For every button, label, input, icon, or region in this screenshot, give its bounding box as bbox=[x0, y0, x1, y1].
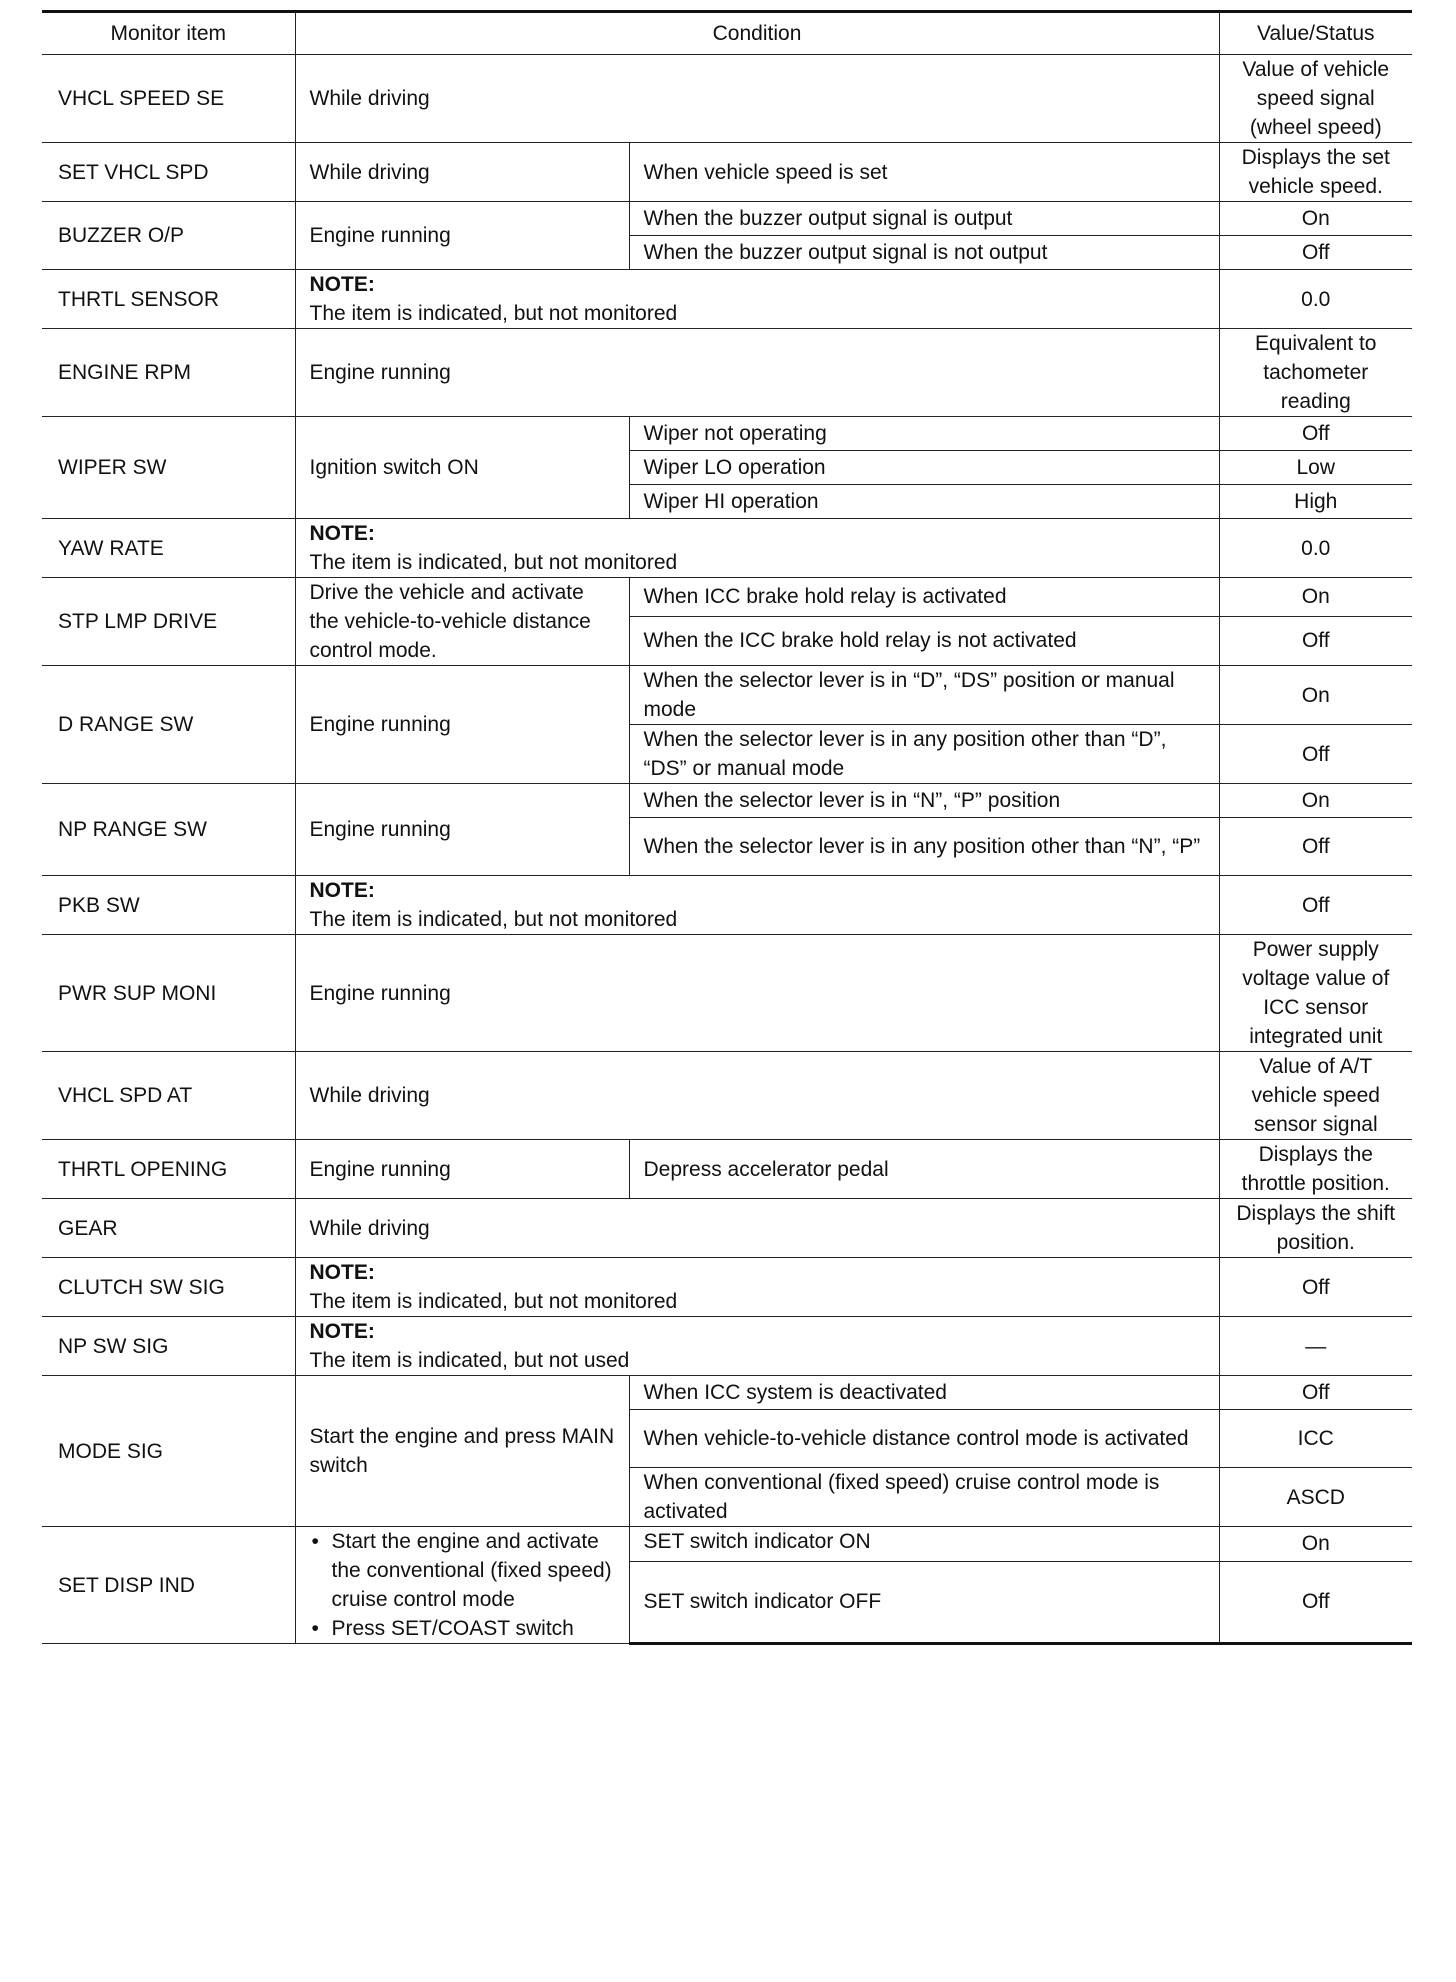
sub-condition: SET switch indicator OFF bbox=[629, 1561, 1219, 1643]
sub-condition: When the buzzer output signal is not output bbox=[629, 236, 1219, 270]
table-row bbox=[42, 1317, 1412, 1376]
condition: Engine running bbox=[295, 935, 1219, 1052]
value-status: On bbox=[1219, 578, 1412, 617]
sub-condition: Wiper HI operation bbox=[629, 485, 1219, 519]
table-row bbox=[42, 1052, 1412, 1140]
table-row bbox=[42, 1140, 1412, 1199]
header-value-status: Value/Status bbox=[1219, 12, 1412, 55]
value-status: Off bbox=[1219, 818, 1412, 876]
monitor-item: SET DISP IND bbox=[42, 1527, 295, 1644]
table-row bbox=[42, 1376, 1412, 1410]
sub-condition: When vehicle-to-vehicle distance control mode is activated bbox=[629, 1410, 1219, 1468]
condition: Drive the vehicle and activate the vehicle-to-vehicle distance control mode. bbox=[295, 578, 629, 666]
table-header-row bbox=[42, 12, 1412, 55]
sub-condition: When the selector lever is in any position other than “D”, “DS” or manual mode bbox=[629, 725, 1219, 784]
table-row bbox=[42, 1258, 1412, 1317]
header-monitor-item: Monitor item bbox=[42, 12, 295, 55]
table-row bbox=[42, 935, 1412, 1052]
value-status: Low bbox=[1219, 451, 1412, 485]
monitor-item: PKB SW bbox=[42, 876, 295, 935]
monitor-item: D RANGE SW bbox=[42, 666, 295, 784]
value-status: Off bbox=[1219, 1561, 1412, 1643]
condition: Engine running bbox=[295, 202, 629, 270]
monitor-item: THRTL SENSOR bbox=[42, 270, 295, 329]
note-text: The item is indicated, but not monitored bbox=[309, 302, 678, 325]
table-row bbox=[42, 1527, 1412, 1562]
sub-condition: When ICC system is deactivated bbox=[629, 1376, 1219, 1410]
bullet-item: • Start the engine and activate the conventional (fixed speed) cruise control mode bbox=[332, 1527, 615, 1614]
monitor-item: NP SW SIG bbox=[42, 1317, 295, 1376]
value-status: Value of A/T vehicle speed sensor signal bbox=[1219, 1052, 1412, 1140]
bullet-item: • Press SET/COAST switch bbox=[332, 1614, 615, 1643]
condition: While driving bbox=[295, 143, 629, 202]
value-status: Equivalent to tachometer reading bbox=[1219, 329, 1412, 417]
condition-bullet-list bbox=[310, 1527, 615, 1643]
sub-condition: When the selector lever is in any position other than “N”, “P” bbox=[629, 818, 1219, 876]
table-row bbox=[42, 784, 1412, 818]
value-status: Off bbox=[1219, 417, 1412, 451]
monitor-item: BUZZER O/P bbox=[42, 202, 295, 270]
monitor-item-table bbox=[42, 10, 1412, 1645]
note-label: NOTE: bbox=[309, 879, 375, 902]
value-status: Displays the throttle position. bbox=[1219, 1140, 1412, 1199]
condition-note bbox=[295, 1258, 1219, 1317]
table-row bbox=[42, 519, 1412, 578]
value-status: ASCD bbox=[1219, 1468, 1412, 1527]
value-status: Off bbox=[1219, 725, 1412, 784]
table-row bbox=[42, 666, 1412, 725]
value-status: On bbox=[1219, 1527, 1412, 1562]
value-status: — bbox=[1219, 1317, 1412, 1376]
value-status: High bbox=[1219, 485, 1412, 519]
value-status: Displays the shift position. bbox=[1219, 1199, 1412, 1258]
value-status: Displays the set vehicle speed. bbox=[1219, 143, 1412, 202]
monitor-item: YAW RATE bbox=[42, 519, 295, 578]
condition-note bbox=[295, 270, 1219, 329]
condition: Engine running bbox=[295, 666, 629, 784]
sub-condition: Wiper LO operation bbox=[629, 451, 1219, 485]
condition: Ignition switch ON bbox=[295, 417, 629, 519]
value-status: On bbox=[1219, 202, 1412, 236]
value-status: On bbox=[1219, 784, 1412, 818]
condition: While driving bbox=[295, 1199, 1219, 1258]
monitor-item: VHCL SPD AT bbox=[42, 1052, 295, 1140]
monitor-item: ENGINE RPM bbox=[42, 329, 295, 417]
condition-note bbox=[295, 519, 1219, 578]
value-status: Off bbox=[1219, 1376, 1412, 1410]
monitor-item: PWR SUP MONI bbox=[42, 935, 295, 1052]
monitor-item: NP RANGE SW bbox=[42, 784, 295, 876]
condition-note bbox=[295, 876, 1219, 935]
note-label: NOTE: bbox=[309, 273, 375, 296]
table-row bbox=[42, 143, 1412, 202]
table-row bbox=[42, 202, 1412, 236]
value-status: On bbox=[1219, 666, 1412, 725]
table-row bbox=[42, 876, 1412, 935]
monitor-item: GEAR bbox=[42, 1199, 295, 1258]
condition: While driving bbox=[295, 1052, 1219, 1140]
value-status: Off bbox=[1219, 876, 1412, 935]
table-row bbox=[42, 55, 1412, 143]
value-status: ICC bbox=[1219, 1410, 1412, 1468]
table-row bbox=[42, 270, 1412, 329]
condition: Engine running bbox=[295, 784, 629, 876]
sub-condition: When the buzzer output signal is output bbox=[629, 202, 1219, 236]
note-label: NOTE: bbox=[309, 1320, 375, 1343]
sub-condition: When the selector lever is in “N”, “P” position bbox=[629, 784, 1219, 818]
note-text: The item is indicated, but not used bbox=[309, 1349, 630, 1372]
table-row bbox=[42, 329, 1412, 417]
sub-condition: When conventional (fixed speed) cruise control mode is activated bbox=[629, 1468, 1219, 1527]
table-row bbox=[42, 1199, 1412, 1258]
sub-condition: SET switch indicator ON bbox=[629, 1527, 1219, 1562]
table-row bbox=[42, 417, 1412, 451]
monitor-item: CLUTCH SW SIG bbox=[42, 1258, 295, 1317]
condition: Engine running bbox=[295, 329, 1219, 417]
value-status: Off bbox=[1219, 236, 1412, 270]
note-label: NOTE: bbox=[309, 1261, 375, 1284]
monitor-item: STP LMP DRIVE bbox=[42, 578, 295, 666]
note-text: The item is indicated, but not monitored bbox=[309, 908, 678, 931]
monitor-item: THRTL OPENING bbox=[42, 1140, 295, 1199]
sub-condition: When ICC brake hold relay is activated bbox=[629, 578, 1219, 617]
condition: Start the engine and press MAIN switch bbox=[295, 1376, 629, 1527]
sub-condition: When the selector lever is in “D”, “DS” position or manual mode bbox=[629, 666, 1219, 725]
header-condition: Condition bbox=[295, 12, 1219, 55]
sub-condition: Depress accelerator pedal bbox=[629, 1140, 1219, 1199]
value-status: Off bbox=[1219, 1258, 1412, 1317]
value-status: Off bbox=[1219, 616, 1412, 665]
monitor-item: MODE SIG bbox=[42, 1376, 295, 1527]
note-text: The item is indicated, but not monitored bbox=[309, 1290, 678, 1313]
value-status: Value of vehicle speed signal (wheel speed) bbox=[1219, 55, 1412, 143]
monitor-item: VHCL SPEED SE bbox=[42, 55, 295, 143]
condition-bullets bbox=[295, 1527, 629, 1644]
condition: Engine running bbox=[295, 1140, 629, 1199]
value-status: 0.0 bbox=[1219, 270, 1412, 329]
sub-condition: When vehicle speed is set bbox=[629, 143, 1219, 202]
value-status: 0.0 bbox=[1219, 519, 1412, 578]
sub-condition: Wiper not operating bbox=[629, 417, 1219, 451]
table-row bbox=[42, 578, 1412, 617]
condition: While driving bbox=[295, 55, 1219, 143]
condition-note bbox=[295, 1317, 1219, 1376]
sub-condition: When the ICC brake hold relay is not activated bbox=[629, 616, 1219, 665]
value-status: Power supply voltage value of ICC sensor integrated unit bbox=[1219, 935, 1412, 1052]
monitor-table-container bbox=[42, 10, 1412, 1645]
monitor-item: WIPER SW bbox=[42, 417, 295, 519]
monitor-item: SET VHCL SPD bbox=[42, 143, 295, 202]
note-text: The item is indicated, but not monitored bbox=[309, 551, 678, 574]
note-label: NOTE: bbox=[309, 522, 375, 545]
